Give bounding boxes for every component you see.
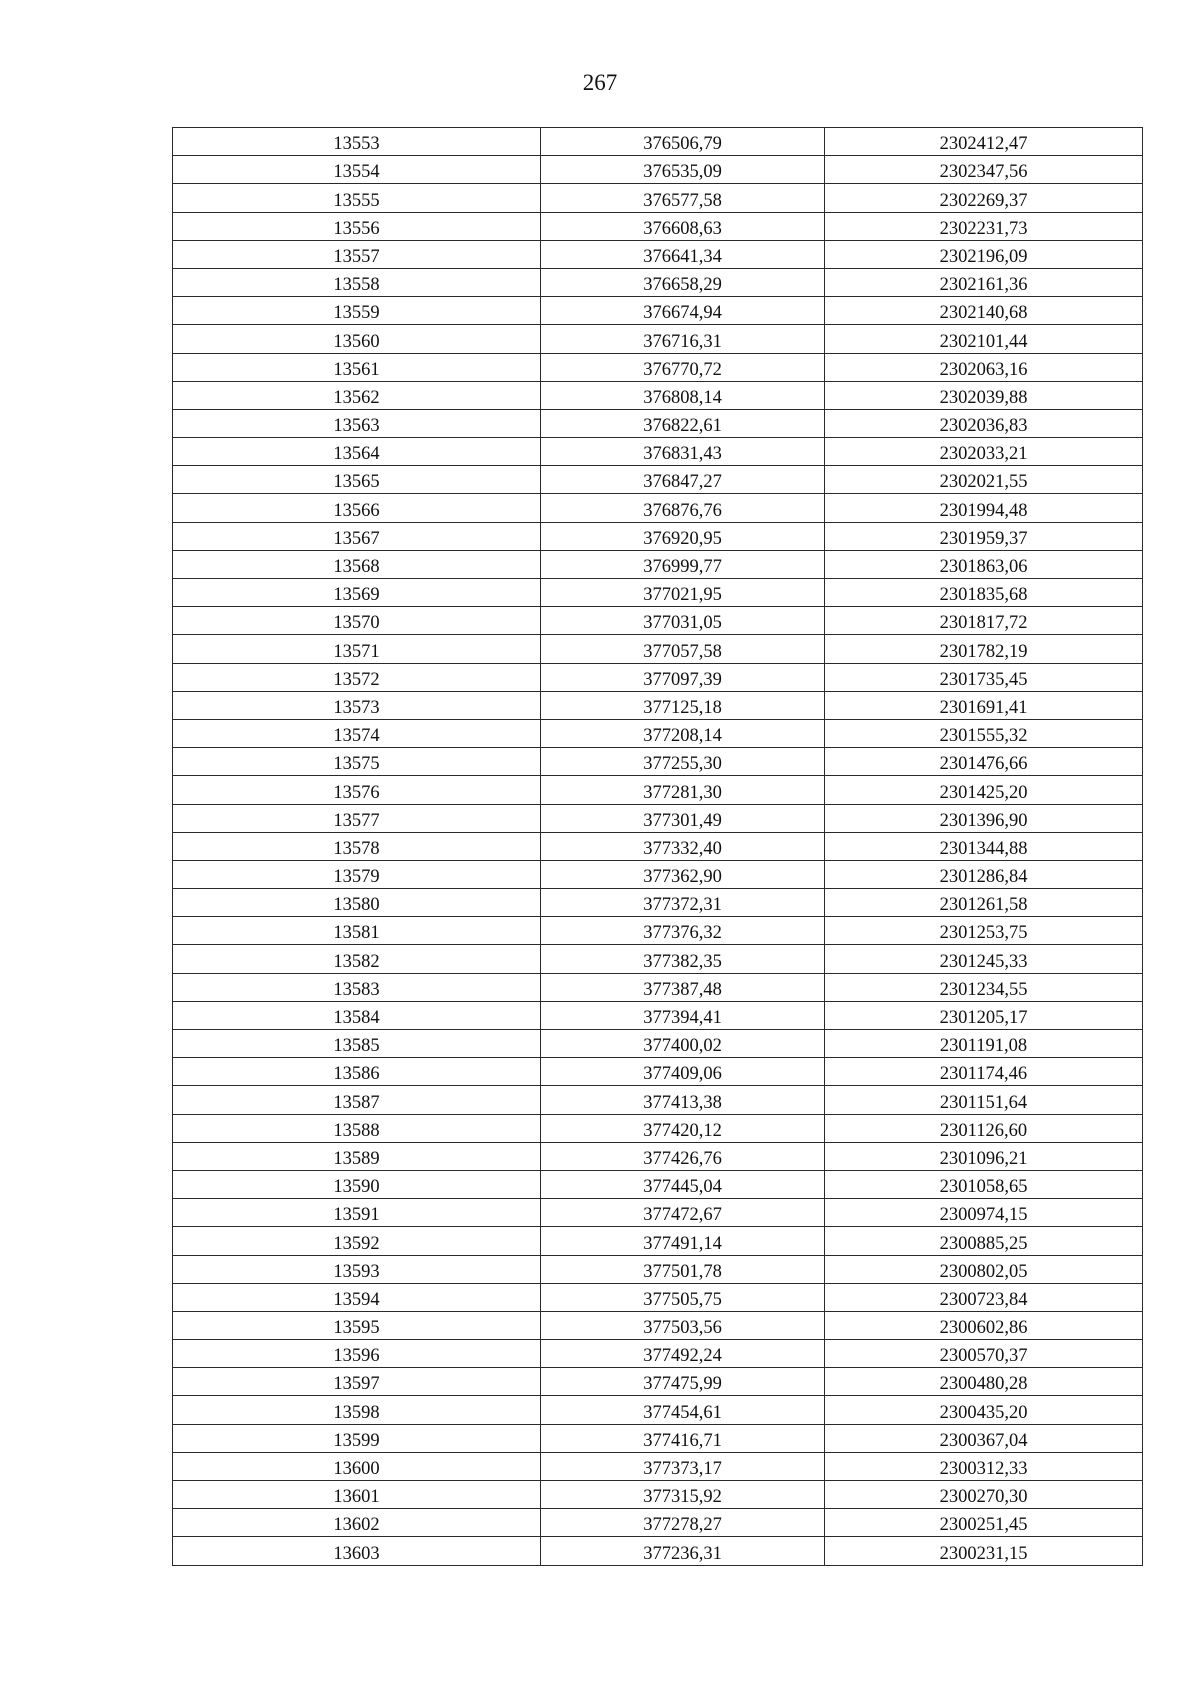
y-coordinate-cell: 2300480,28	[825, 1368, 1143, 1396]
table-row	[173, 381, 1143, 409]
y-coordinate-cell: 2300723,84	[825, 1283, 1143, 1311]
point-number-cell: 13590	[173, 1170, 541, 1198]
x-coordinate-cell: 377475,99	[541, 1368, 825, 1396]
table-row	[173, 240, 1143, 268]
point-number-cell: 13561	[173, 353, 541, 381]
table-row	[173, 409, 1143, 437]
point-number-cell: 13568	[173, 550, 541, 578]
y-coordinate-cell: 2300885,25	[825, 1227, 1143, 1255]
table-row	[173, 889, 1143, 917]
point-number-cell: 13600	[173, 1452, 541, 1480]
x-coordinate-cell: 377125,18	[541, 691, 825, 719]
x-coordinate-cell: 377505,75	[541, 1283, 825, 1311]
y-coordinate-cell: 2300231,15	[825, 1537, 1143, 1565]
point-number-cell: 13569	[173, 579, 541, 607]
x-coordinate-cell: 377491,14	[541, 1227, 825, 1255]
y-coordinate-cell: 2301425,20	[825, 776, 1143, 804]
y-coordinate-cell: 2300435,20	[825, 1396, 1143, 1424]
table-row	[173, 1001, 1143, 1029]
y-coordinate-cell: 2301396,90	[825, 804, 1143, 832]
x-coordinate-cell: 377097,39	[541, 663, 825, 691]
point-number-cell: 13564	[173, 438, 541, 466]
point-number-cell: 13575	[173, 748, 541, 776]
point-number-cell: 13573	[173, 691, 541, 719]
point-number-cell: 13599	[173, 1424, 541, 1452]
point-number-cell: 13594	[173, 1283, 541, 1311]
table-row	[173, 184, 1143, 212]
table-row	[173, 522, 1143, 550]
x-coordinate-cell: 376641,34	[541, 240, 825, 268]
point-number-cell: 13570	[173, 607, 541, 635]
coordinates-table	[172, 127, 1143, 1566]
x-coordinate-cell: 376506,79	[541, 128, 825, 156]
x-coordinate-cell: 376658,29	[541, 268, 825, 296]
y-coordinate-cell: 2302412,47	[825, 128, 1143, 156]
x-coordinate-cell: 376674,94	[541, 297, 825, 325]
table-row	[173, 1170, 1143, 1198]
table-row	[173, 1142, 1143, 1170]
x-coordinate-cell: 377236,31	[541, 1537, 825, 1565]
x-coordinate-cell: 377416,71	[541, 1424, 825, 1452]
x-coordinate-cell: 377382,35	[541, 945, 825, 973]
y-coordinate-cell: 2301245,33	[825, 945, 1143, 973]
y-coordinate-cell: 2302021,55	[825, 466, 1143, 494]
x-coordinate-cell: 377445,04	[541, 1170, 825, 1198]
x-coordinate-cell: 377373,17	[541, 1452, 825, 1480]
y-coordinate-cell: 2302101,44	[825, 325, 1143, 353]
table-row	[173, 607, 1143, 635]
point-number-cell: 13584	[173, 1001, 541, 1029]
x-coordinate-cell: 376822,61	[541, 409, 825, 437]
table-row	[173, 663, 1143, 691]
point-number-cell: 13566	[173, 494, 541, 522]
x-coordinate-cell: 377492,24	[541, 1340, 825, 1368]
x-coordinate-cell: 377454,61	[541, 1396, 825, 1424]
point-number-cell: 13585	[173, 1030, 541, 1058]
table-row	[173, 860, 1143, 888]
x-coordinate-cell: 377400,02	[541, 1030, 825, 1058]
table-row	[173, 1396, 1143, 1424]
table-row	[173, 438, 1143, 466]
y-coordinate-cell: 2301126,60	[825, 1114, 1143, 1142]
x-coordinate-cell: 377503,56	[541, 1311, 825, 1339]
y-coordinate-cell: 2300270,30	[825, 1481, 1143, 1509]
table-row	[173, 832, 1143, 860]
y-coordinate-cell: 2301817,72	[825, 607, 1143, 635]
x-coordinate-cell: 376577,58	[541, 184, 825, 212]
x-coordinate-cell: 377255,30	[541, 748, 825, 776]
point-number-cell: 13581	[173, 917, 541, 945]
x-coordinate-cell: 377413,38	[541, 1086, 825, 1114]
table-row	[173, 579, 1143, 607]
x-coordinate-cell: 377372,31	[541, 889, 825, 917]
x-coordinate-cell: 377376,32	[541, 917, 825, 945]
y-coordinate-cell: 2301344,88	[825, 832, 1143, 860]
x-coordinate-cell: 377387,48	[541, 973, 825, 1001]
y-coordinate-cell: 2301234,55	[825, 973, 1143, 1001]
table-row	[173, 1452, 1143, 1480]
table-row	[173, 212, 1143, 240]
table-row	[173, 1368, 1143, 1396]
table-row	[173, 1283, 1143, 1311]
table-row	[173, 1114, 1143, 1142]
y-coordinate-cell: 2301835,68	[825, 579, 1143, 607]
table-row	[173, 691, 1143, 719]
point-number-cell: 13554	[173, 156, 541, 184]
point-number-cell: 13553	[173, 128, 541, 156]
y-coordinate-cell: 2301782,19	[825, 635, 1143, 663]
point-number-cell: 13555	[173, 184, 541, 212]
table-row	[173, 1537, 1143, 1565]
x-coordinate-cell: 376920,95	[541, 522, 825, 550]
y-coordinate-cell: 2302347,56	[825, 156, 1143, 184]
y-coordinate-cell: 2302063,16	[825, 353, 1143, 381]
y-coordinate-cell: 2302161,36	[825, 268, 1143, 296]
y-coordinate-cell: 2300602,86	[825, 1311, 1143, 1339]
y-coordinate-cell: 2301205,17	[825, 1001, 1143, 1029]
y-coordinate-cell: 2302036,83	[825, 409, 1143, 437]
point-number-cell: 13578	[173, 832, 541, 860]
table-row	[173, 353, 1143, 381]
point-number-cell: 13559	[173, 297, 541, 325]
point-number-cell: 13562	[173, 381, 541, 409]
y-coordinate-cell: 2301096,21	[825, 1142, 1143, 1170]
page-number: 267	[582, 70, 618, 95]
y-coordinate-cell: 2301735,45	[825, 663, 1143, 691]
y-coordinate-cell: 2302033,21	[825, 438, 1143, 466]
x-coordinate-cell: 377057,58	[541, 635, 825, 663]
x-coordinate-cell: 376770,72	[541, 353, 825, 381]
table-row	[173, 550, 1143, 578]
point-number-cell: 13591	[173, 1199, 541, 1227]
point-number-cell: 13595	[173, 1311, 541, 1339]
y-coordinate-cell: 2301151,64	[825, 1086, 1143, 1114]
point-number-cell: 13598	[173, 1396, 541, 1424]
x-coordinate-cell: 376999,77	[541, 550, 825, 578]
x-coordinate-cell: 377409,06	[541, 1058, 825, 1086]
y-coordinate-cell: 2302039,88	[825, 381, 1143, 409]
table-row	[173, 466, 1143, 494]
y-coordinate-cell: 2301555,32	[825, 719, 1143, 747]
y-coordinate-cell: 2301253,75	[825, 917, 1143, 945]
point-number-cell: 13602	[173, 1509, 541, 1537]
table-row	[173, 719, 1143, 747]
table-row	[173, 748, 1143, 776]
table-row	[173, 1058, 1143, 1086]
x-coordinate-cell: 376716,31	[541, 325, 825, 353]
y-coordinate-cell: 2301191,08	[825, 1030, 1143, 1058]
point-number-cell: 13580	[173, 889, 541, 917]
point-number-cell: 13565	[173, 466, 541, 494]
y-coordinate-cell: 2302196,09	[825, 240, 1143, 268]
point-number-cell: 13603	[173, 1537, 541, 1565]
x-coordinate-cell: 377420,12	[541, 1114, 825, 1142]
point-number-cell: 13556	[173, 212, 541, 240]
y-coordinate-cell: 2300974,15	[825, 1199, 1143, 1227]
x-coordinate-cell: 377301,49	[541, 804, 825, 832]
x-coordinate-cell: 376831,43	[541, 438, 825, 466]
y-coordinate-cell: 2301691,41	[825, 691, 1143, 719]
table-row	[173, 1086, 1143, 1114]
y-coordinate-cell: 2301476,66	[825, 748, 1143, 776]
y-coordinate-cell: 2301174,46	[825, 1058, 1143, 1086]
y-coordinate-cell: 2302231,73	[825, 212, 1143, 240]
table-row	[173, 917, 1143, 945]
y-coordinate-cell: 2302140,68	[825, 297, 1143, 325]
x-coordinate-cell: 377362,90	[541, 860, 825, 888]
table-row	[173, 1311, 1143, 1339]
point-number-cell: 13588	[173, 1114, 541, 1142]
point-number-cell: 13560	[173, 325, 541, 353]
table-row	[173, 1227, 1143, 1255]
x-coordinate-cell: 377281,30	[541, 776, 825, 804]
table-row	[173, 128, 1143, 156]
point-number-cell: 13572	[173, 663, 541, 691]
table-row	[173, 945, 1143, 973]
x-coordinate-cell: 376876,76	[541, 494, 825, 522]
table-row	[173, 325, 1143, 353]
coordinates-table-body	[173, 128, 1143, 1566]
y-coordinate-cell: 2301286,84	[825, 860, 1143, 888]
point-number-cell: 13567	[173, 522, 541, 550]
x-coordinate-cell: 377278,27	[541, 1509, 825, 1537]
y-coordinate-cell: 2301863,06	[825, 550, 1143, 578]
y-coordinate-cell: 2300802,05	[825, 1255, 1143, 1283]
point-number-cell: 13592	[173, 1227, 541, 1255]
y-coordinate-cell: 2300367,04	[825, 1424, 1143, 1452]
y-coordinate-cell: 2301261,58	[825, 889, 1143, 917]
y-coordinate-cell: 2301994,48	[825, 494, 1143, 522]
y-coordinate-cell: 2300312,33	[825, 1452, 1143, 1480]
table-row	[173, 1255, 1143, 1283]
table-row	[173, 973, 1143, 1001]
point-number-cell: 13574	[173, 719, 541, 747]
point-number-cell: 13563	[173, 409, 541, 437]
point-number-cell: 13579	[173, 860, 541, 888]
table-row	[173, 1481, 1143, 1509]
x-coordinate-cell: 376847,27	[541, 466, 825, 494]
point-number-cell: 13576	[173, 776, 541, 804]
table-row	[173, 804, 1143, 832]
x-coordinate-cell: 377394,41	[541, 1001, 825, 1029]
y-coordinate-cell: 2301058,65	[825, 1170, 1143, 1198]
x-coordinate-cell: 377315,92	[541, 1481, 825, 1509]
x-coordinate-cell: 377332,40	[541, 832, 825, 860]
table-row	[173, 268, 1143, 296]
x-coordinate-cell: 377501,78	[541, 1255, 825, 1283]
point-number-cell: 13593	[173, 1255, 541, 1283]
x-coordinate-cell: 376608,63	[541, 212, 825, 240]
x-coordinate-cell: 377426,76	[541, 1142, 825, 1170]
x-coordinate-cell: 377472,67	[541, 1199, 825, 1227]
point-number-cell: 13587	[173, 1086, 541, 1114]
point-number-cell: 13601	[173, 1481, 541, 1509]
y-coordinate-cell: 2300251,45	[825, 1509, 1143, 1537]
point-number-cell: 13577	[173, 804, 541, 832]
table-row	[173, 1424, 1143, 1452]
x-coordinate-cell: 377021,95	[541, 579, 825, 607]
table-row	[173, 156, 1143, 184]
point-number-cell: 13571	[173, 635, 541, 663]
y-coordinate-cell: 2301959,37	[825, 522, 1143, 550]
point-number-cell: 13596	[173, 1340, 541, 1368]
x-coordinate-cell: 376535,09	[541, 156, 825, 184]
point-number-cell: 13557	[173, 240, 541, 268]
x-coordinate-cell: 377208,14	[541, 719, 825, 747]
point-number-cell: 13589	[173, 1142, 541, 1170]
table-row	[173, 1340, 1143, 1368]
x-coordinate-cell: 376808,14	[541, 381, 825, 409]
table-row	[173, 297, 1143, 325]
table-row	[173, 494, 1143, 522]
table-row	[173, 635, 1143, 663]
table-row	[173, 776, 1143, 804]
point-number-cell: 13597	[173, 1368, 541, 1396]
point-number-cell: 13558	[173, 268, 541, 296]
table-row	[173, 1199, 1143, 1227]
point-number-cell: 13582	[173, 945, 541, 973]
x-coordinate-cell: 377031,05	[541, 607, 825, 635]
table-row	[173, 1509, 1143, 1537]
point-number-cell: 13583	[173, 973, 541, 1001]
y-coordinate-cell: 2300570,37	[825, 1340, 1143, 1368]
point-number-cell: 13586	[173, 1058, 541, 1086]
y-coordinate-cell: 2302269,37	[825, 184, 1143, 212]
table-row	[173, 1030, 1143, 1058]
